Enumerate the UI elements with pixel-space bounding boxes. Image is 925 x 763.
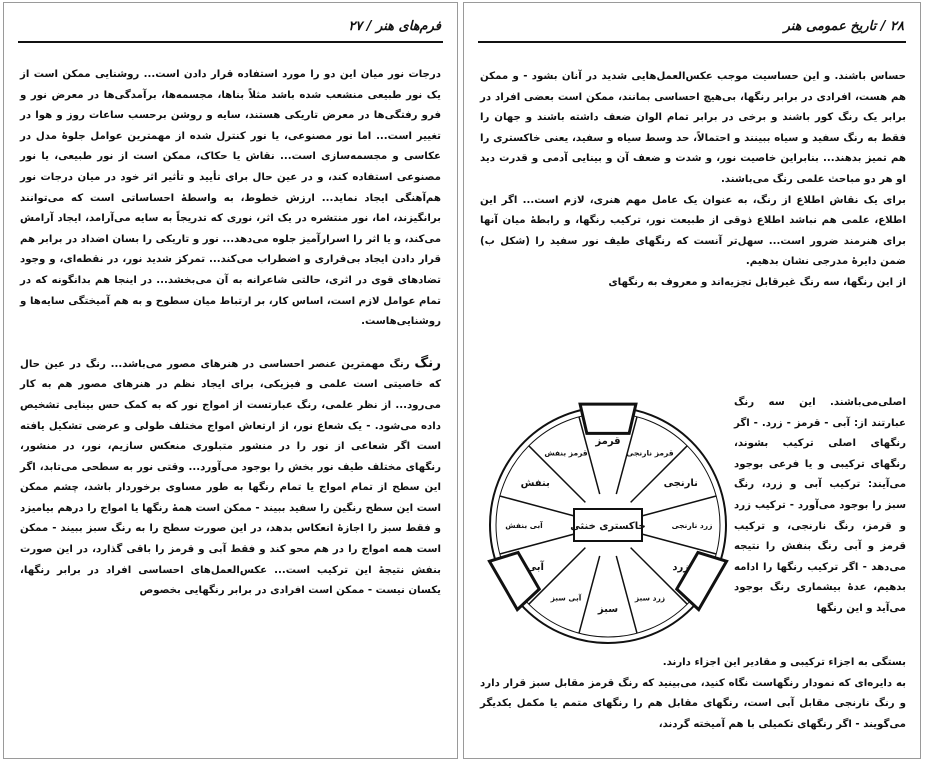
paragraph-gap [20,333,441,353]
wheel-segment-label: زرد نارنجی [671,521,713,530]
wheel-segment-label: قرمز بنفش [544,448,588,458]
right-page [463,2,921,759]
left-paragraph-2 [20,353,441,602]
right-header-rule [478,41,906,43]
wheel-segment-label: قرمز نارنجی [626,448,674,458]
wheel-segment-label: بنفش [520,478,550,489]
wheel-segment-label: سبز [597,604,619,615]
right-page-body-top [480,67,906,294]
right-paragraph-1: حساس باشند. و این حساسیت موجب عکس‌العمل‌هایی شدید در آنان بشود - و ممکن هم هست، افرادی در برابر رنگها، بی‌هیچ احساسی بمانند، ممکن است بعضی افراد در برابر یک رنگ کور باشند و برخی در برابر تمام الوان ضعف داشته باشند و جهان را فقط به رنگ سفید و سیاه ببینند و احتمالاً، حد وسط سیاه و سفید، یعنی خاکستری را هم تمیز بدهند... بنابراین خاصیت نور، و شدت و ضعف آن و بینایی آدمی و قدرت دید او هر دو مباحث علمی رنگ می‌باشند. [480,71,906,185]
left-paragraph-1: درجات نور میان این دو را مورد استفاده قرار دادن است... روشنایی ممکن است از یک نور طبیعی منشعب شده باشد مثلاً بناها، مجسمه‌ها، برآمدگی‌ها در معرض نور و فرو رفتگی‌ها در معرض تاریکی هستند، سایه و روشن برحسب ساعات روز و هوا در تغییر است... اما نور مصنوعی، یا نور کنترل شده از مهمترین عوامل جلوهٔ مدل در عکاسی و مجسمه‌سازی است... نقاش یا حکاک، ممکن است از نور طبیعی، یا نور مصنوعی استفاده کند، و در عین حال برای تأیید و تأثیر اثر خود در میان درجات نور هم‌آهنگی ایجاد نماید... ارزش خطوط، به واسطهٔ احساساتی است که می‌توانند برانگیزند، اما، نور منتشره در یک اثر، نوری که تدریجاً به سایه می‌آرامد، ایجاد آرامش می‌کند، و یا اثر را اسرارآمیز جلوه می‌دهد... نور و تاریکی را بسان اضداد در برابر هم قرار دادن ایجاد بی‌قراری و اضطراب می‌کند... تمرکز شدید نور، در نقطه‌ای، و وجود تضادهای قوی در اثری، حالتی شاعرانه به آن می‌بخشد... در اینجا هم بدانگونه که در تمام عوامل لازم است، اساس کار، بر ارتباط میان سطوح و به هم آمیختگی سایه‌ها و روشنایی‌هاست. [20,69,441,328]
wheel-segment-label: زرد سبز [634,593,666,603]
wheel-center-label: خاکستری خنثی [570,521,646,532]
wheel-primary-card [580,404,636,433]
wheel-segment-label: آبی بنفش [505,521,543,530]
left-paragraph-2-text: رنگ مهمترین عنصر احساسی در هنرهای مصور می‌باشد... رنگ در عین حال که خاصیتی است علمی و فیزیکی، برای ایجاد نظم در هنرهای مصور هم به کار می‌رود... از نظر علمی، رنگ عبارتست از امواج نور که به کمک حس بینایی تشخیص داده می‌شود. - یک شعاع نور، از ارتعاش امواج مختلف طولی و عرضی تشکیل یافته است اگر شعاعی از نور را در منشور متبلوری منعکس سازیم، نور، در منشور، رنگهای مختلف طیف نور بخش را بوجود می‌آورد... وقتی نور به سطحی می‌تابد، اگر این سطح از تمام امواج یا تمام رنگها به طور مساوی برخوردار باشد، چشم ممکن است این سطح رنگین را سفید ببیند - ممکن است همهٔ رنگها یا امواج را درهم بیامیزد و فقط سبز را اجازهٔ انعکاس بدهد، در این صورت سطح را به رنگ سبز ببیند - ممکن است همه امواج را در هم محو کند و فقط آبی و قرمز را باقی گذارد، در این صورت بنفش نتیجهٔ این ترکیب است... عکس‌العمل‌های احساسی افراد در برابر رنگها، یکسان نیست - ممکن است افرادی در برابر رنگهایی بخصوص [20,358,441,597]
wheel-segment-label: آبی سبز [550,593,582,603]
wheel-segment-label: زرد [672,562,690,573]
left-page-body [20,65,441,602]
left-header-rule [18,41,443,43]
right-paragraph-5: به دایره‌ای که نمودار رنگهاست نگاه کنید، می‌بینید که رنگ قرمز مقابل سبز قرار دارد و رنگ نارنجی مقابل آبی است، رنگهای مقابل هم را رنگهای متمم یا مکمل یکدیگر می‌گویند - اگر رنگهای تکمیلی با هم آمیخته گردند، [480,677,906,730]
right-paragraph-2: برای یک نقاش اطلاع از رنگ، به عنوان یک عامل مهم هنری، لازم است... اگر این اطلاع، علمی هم نباشد اطلاع ذوقی از طبیعت نور، ترکیب رنگها، و رابطهٔ میان آنها برای هنرمند ضرور است... سهل‌تر آنست که رنگهای طیف نور سفید را (شکل ب) ضمن دایرهٔ مدرجی نشان بدهیم. [480,194,906,268]
right-page-body-bottom [480,653,906,735]
color-wheel-diagram [482,395,734,653]
right-page-header: ۲۸ / تاریخ عمومی هنر [783,19,904,34]
wheel-segment-label: قرمز [595,436,621,447]
right-page-side-text: اصلی‌می‌باشند. این سه رنگ عبارتند از: آبی - قرمز - زرد. - اگر رنگهای اصلی ترکیب بشوند، رنگهای ترکیبی و یا فرعی بوجود می‌آیند: ترکیب آبی و زرد، رنگ سبز را بوجود می‌آورد - ترکیب زرد و قرمز، رنگ نارنجی، و ترکیب قرمز و آبی رنگ بنفش را نتیجه می‌دهد - اگر ترکیب رنگها را ادامه بدهیم، عدهٔ بیشماری رنگ بوجود می‌آید و این رنگها [734,397,906,614]
wheel-segment-label: نارنجی [663,478,698,489]
right-paragraph-4: بستگی به اجزاء ترکیبی و مقادیر این اجزاء دارند. [662,657,906,668]
left-page [3,2,458,759]
left-page-header: فرم‌های هنر / ۲۷ [348,19,441,34]
right-paragraph-3: از این رنگها، سه رنگ غیرقابل تجزیه‌اند و معروف به رنگهای [608,276,906,288]
color-heading-word: رنگ [414,354,441,371]
wheel-segment-label: آبی [526,562,544,573]
